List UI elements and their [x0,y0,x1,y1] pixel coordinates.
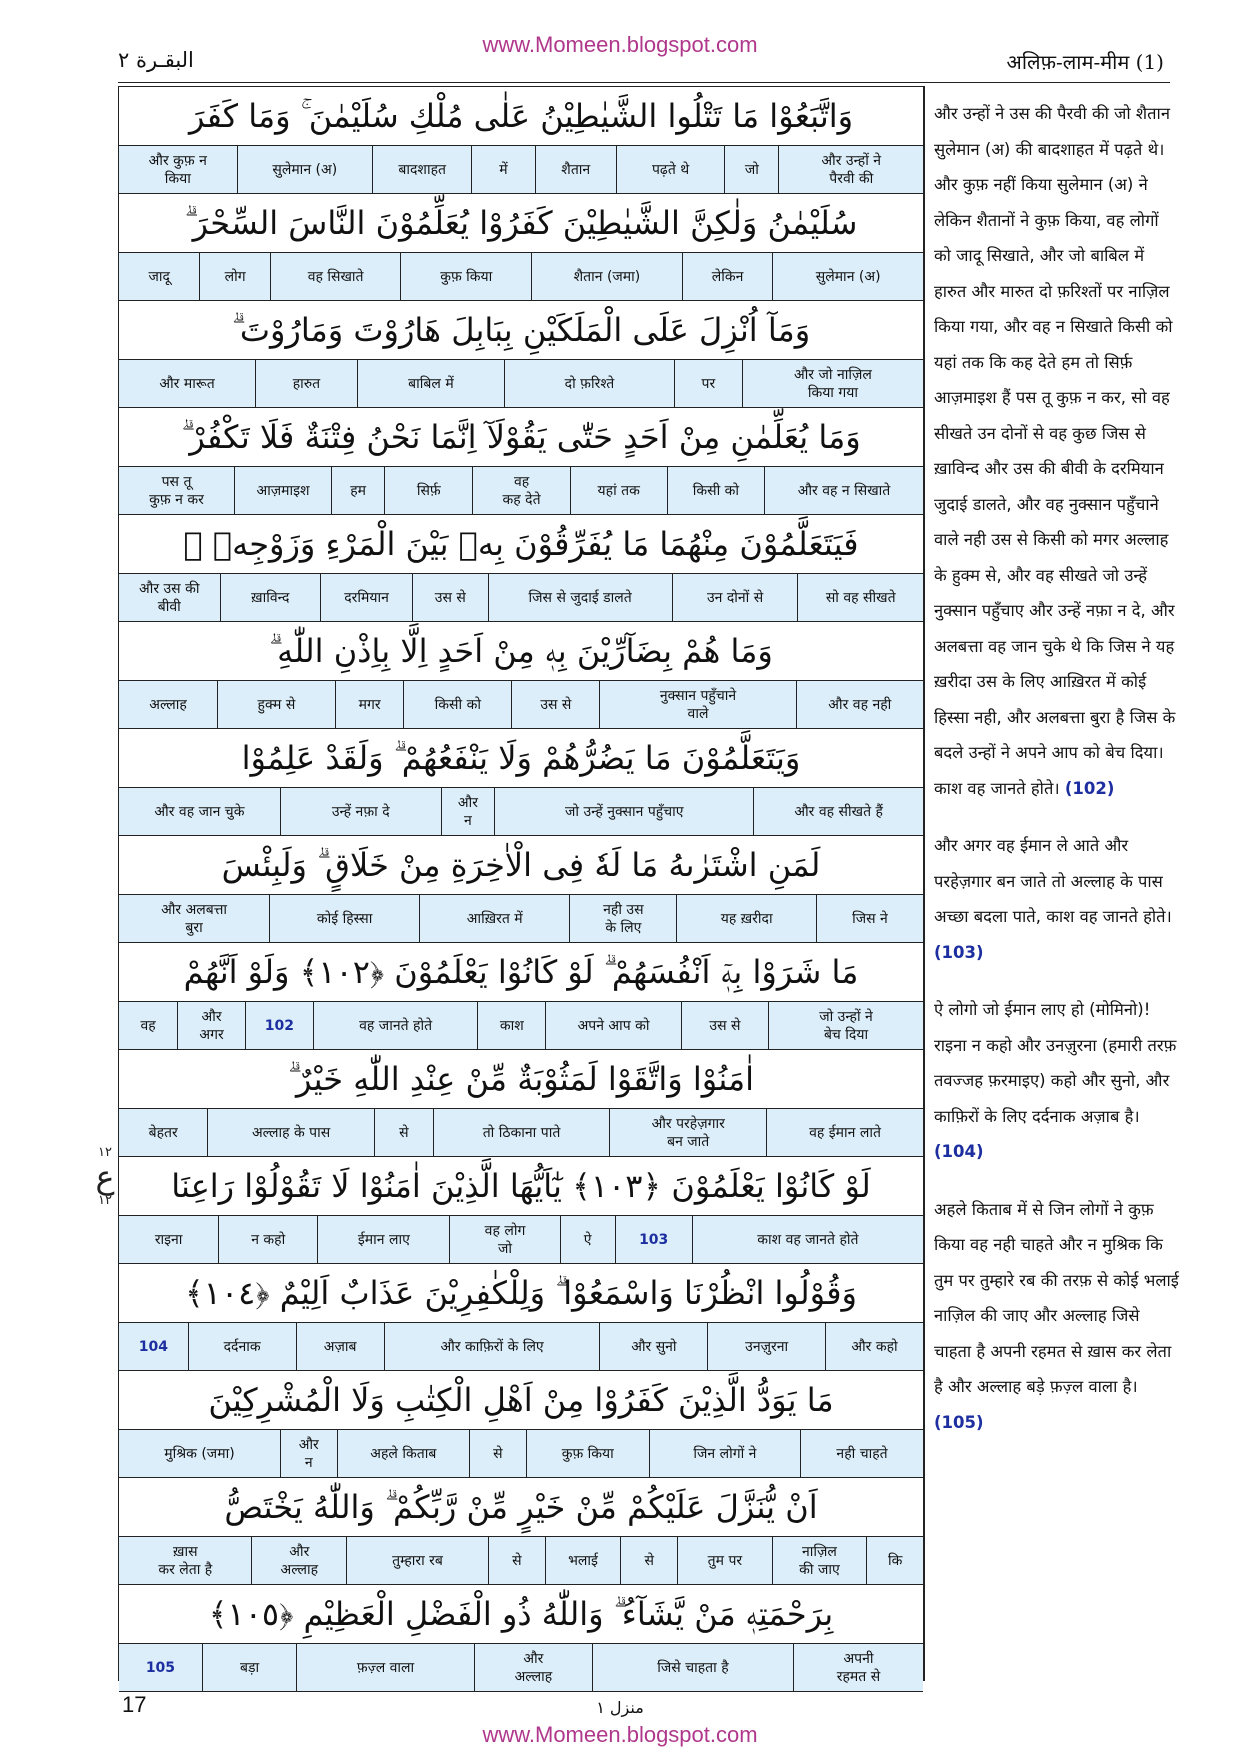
word-meaning-cell: अज़ाब [296,1323,384,1370]
word-meaning-cell: यह ख़रीदा [676,895,815,942]
word-meaning-cell: बड़ा [202,1644,297,1691]
word-meaning-cell: उन्हें नफ़ा दे [280,788,441,835]
word-meaning-cell: पस तू कुफ़ न कर [149,473,204,508]
word-meaning-cell: हम [331,467,384,514]
word-meaning-cell: सिर्फ़ [384,467,472,514]
word-meaning-row [119,1323,923,1371]
arabic-verse-line: لَمَنِ اشْتَرٰىهُ مَا لَهٗ فِى الْاٰخِرَةِ مِنْ خَلَاقٍ ۗ وَلَبِئْسَ [119,836,923,895]
word-meaning-cell: और उस की बीवी [139,580,200,615]
word-meaning-cell: और काफ़िरों के लिए [384,1323,600,1370]
verse-number-cell: 103 [615,1216,692,1263]
ruku-marker [90,1146,120,1208]
verse-number: (102) [1064,778,1115,798]
arabic-verse-line: وَقُوْلُوا انْظُرْنَا وَاسْمَعُوْا ۗ وَلِلْكٰفِرِيْنَ عَذَابٌ اَلِيْمٌ ﴿١٠٤﴾ [119,1264,923,1323]
word-meaning-cell: ऐ [560,1216,615,1263]
word-meaning-row [119,788,923,836]
word-meaning-cell: अपनी रहमत से [793,1644,923,1691]
translation-text: ऐ लोगो जो ईमान लाए हो (मोमिनो)! राइना न कहो और उनज़ुरना (हमारी तरफ़ तवज्जह फ़रमाइए) कहो और सुनो, और काफ़िरों के लिए दर्दनाक अज़ाब है। [934,1000,1177,1126]
word-meaning-cell: से [469,1430,526,1477]
verse-number: (104) [934,1142,984,1161]
word-meaning-cell: वह लोग जो [449,1216,559,1263]
arabic-verse-line: وَاتَّبَعُوْا مَا تَتْلُوا الشَّيٰطِيْنُ عَلٰى مُلْكِ سُلَيْمٰنَ ۚ وَمَا كَفَرَ [119,87,923,146]
word-meaning-cell: और अलबत्ता बुरा [161,901,228,936]
site-url-bottom[interactable]: www.Momeen.blogspot.com [482,1722,758,1747]
arabic-verse-line: وَيَتَعَلَّمُوْنَ مَا يَضُرُّهُمْ وَلَا يَنْفَعُهُمْ ۗ وَلَقَدْ عَلِمُوْا [119,729,923,788]
word-meaning-cell: काश [477,1002,545,1049]
word-meaning-cell: बादशाहत [372,146,471,193]
verse-rows [119,87,923,1692]
word-meaning-cell: नही उस के लिए [569,895,676,942]
word-meaning-cell: वह जानते होते [313,1002,478,1049]
word-meaning-cell: और अल्लाह [474,1644,592,1691]
word-meaning-cell: उन दोनों से [672,574,798,621]
word-meaning-cell: से [620,1537,677,1584]
verse-number-cell: 105 [145,1659,176,1676]
verse-number: (105) [934,1412,984,1432]
word-meaning-cell: आख़िरत में [419,895,569,942]
word-meaning-cell: उस से [511,681,599,728]
word-meaning-cell: उनज़ुरना [707,1323,825,1370]
word-meaning-cell: तुम पर [677,1537,772,1584]
word-meaning-cell: अपने आप को [545,1002,681,1049]
word-meaning-cell: जिसे चाहता है [592,1644,793,1691]
word-meaning-cell: से [374,1109,433,1156]
word-meaning-cell: सो वह सीखते [797,574,923,621]
word-meaning-cell: जिन लोगों ने [649,1430,800,1477]
word-meaning-row [119,1216,923,1264]
arabic-verse-line: مَا شَرَوْا بِهٖٓ اَنْفُسَهُمْ ۗ لَوْ كَانُوْا يَعْلَمُوْنَ ﴿١٠٢﴾ وَلَوْ اَنَّهُمْ [119,943,923,1002]
word-meaning-cell: ईमान लाए [317,1216,449,1263]
word-meaning-cell: अहले किताब [337,1430,469,1477]
word-meaning-cell: में [471,146,534,193]
translation-paragraph [934,992,1180,1170]
word-meaning-cell: यहां तक [570,467,667,514]
word-meaning-cell: वह [140,1017,156,1034]
word-meaning-cell: जिस ने [816,895,923,942]
verse-number-cell: 102 [245,1002,313,1049]
word-meaning-cell: कोई हिस्सा [269,895,419,942]
word-meaning-row [119,1537,923,1585]
word-meaning-cell: सुलेमान (अ) [237,146,373,193]
word-meaning-cell: और वह नही [796,681,923,728]
word-meaning-row [119,253,923,301]
arabic-verse-line: وَمَا هُمْ بِضَآرِّيْنَ بِهٖ مِنْ اَحَدٍ اِلَّا بِاِذْنِ اللّٰهِ ۗ [119,622,923,681]
word-meaning-row [119,1430,923,1478]
translation-paragraph [934,828,1180,970]
word-meaning-cell: सुलेमान (अ) [772,253,923,300]
word-meaning-cell: भलाई [545,1537,621,1584]
word-meaning-cell: शैतान (जमा) [531,253,682,300]
word-meaning-cell: दरमियान [320,574,412,621]
arabic-verse-line: وَمَآ اُنْزِلَ عَلَى الْمَلَكَيْنِ بِبَابِلَ هَارُوْتَ وَمَارُوْتَ ۗ [119,301,923,360]
word-meaning-cell: जिस से जुदाई डालते [488,574,672,621]
word-meaning-cell: और कुफ़ न किया [148,152,207,187]
word-meaning-cell: और जो नाज़िल किया गया [742,360,923,407]
ruku-glyph: ع [95,1158,115,1196]
arabic-verse-line: فَيَتَعَلَّمُوْنَ مِنْهُمَا مَا يُفَرِّقُوْنَ بِهٖ بَيْنَ الْمَرْءِ وَزَوْجِهٖ ۗ [119,515,923,574]
ruku-top-number: ١٢ [98,1145,112,1160]
word-meaning-cell: जो [724,146,778,193]
word-meaning-row [119,360,923,408]
column-divider [924,86,925,1681]
word-meaning-cell: उस से [681,1002,768,1049]
word-meaning-cell: और न [280,1430,337,1477]
translation-paragraph [934,1192,1180,1441]
word-meaning-cell: बाबिल में [357,360,504,407]
word-meaning-cell: न कहो [218,1216,317,1263]
word-meaning-row [119,1109,923,1157]
word-meaning-cell: और अगर [177,1002,245,1049]
word-meaning-row [119,1002,923,1050]
word-by-word-table [118,86,924,1685]
surah-name: البقـرة ٢ [118,48,194,72]
verse-number-cell: 104 [138,1338,168,1355]
arabic-verse-line: وَمَا يُعَلِّمٰنِ مِنْ اَحَدٍ حَتّٰى يَقُوْلَآ اِنَّمَا نَحْنُ فِتْنَةٌ فَلَا تَكْفُرْ ۗ [119,408,923,467]
word-meaning-cell: पढ़ते थे [616,146,724,193]
word-meaning-cell: नही चाहते [800,1430,923,1477]
verse-number: (103) [934,942,984,962]
word-meaning-cell: किसी को [403,681,511,728]
word-meaning-row [119,1644,923,1692]
word-meaning-row [119,467,923,515]
word-meaning-cell: तो ठिकाना पाते [433,1109,609,1156]
word-meaning-cell: फ़ज़्ल वाला [296,1644,473,1691]
word-meaning-cell: वह सिखाते [270,253,401,300]
word-meaning-cell: और वह सीखते हैं [753,788,923,835]
translation-text: और उन्हों ने उस की पैरवी की जो शैतान सुलेमान (अ) की बादशाहत में पढ़ते थे। और कुफ़ नहीं किया सुलेमान (अ) ने लेकिन शैतानों ने कुफ़ किया, वह लोगों को जादू सिखाते, और जो बाबिल में हारुत और मारुत दो फ़रिश्तों पर नाज़िल किया गया, और वह न सिखाते किसी को यहां तक कि कह देते हम तो सिर्फ़ आज़माइश हैं पस तू कुफ़ न कर, सो वह सीखते उन दोनों से वह कुछ जिस से ख़ाविन्द और उस की बीवी के दरमियान जुदाई डालते, और वह नुक्सान पहुँचाने वाले नही उस से किसी को मगर अल्लाह के हुक्म से, और वह सीखते जो उन्हें नुक्सान पहुँचाए और उन्हें नफ़ा न दे, और अलबत्ता वह जान चुके थे कि जिस ने यह ख़रीदा उस के लिए आख़िरत में कोई हिस्सा नही, और अलबत्ता बुरा है जिस के बदले उन्हों ने अपने आप को बेच दिया। काश वह जानते होते। [934,104,1176,798]
word-meaning-cell: हुक्म से [217,681,335,728]
arabic-verse-line: اَنْ يُّنَزَّلَ عَلَيْكُمْ مِّنْ خَيْرٍ مِّنْ رَّبِّكُمْ ۗ وَاللّٰهُ يَخْتَصُّ [119,1478,923,1537]
arabic-verse-line: سُلَيْمٰنُ وَلٰكِنَّ الشَّيٰطِيْنَ كَفَرُوْا يُعَلِّمُوْنَ النَّاسَ السِّحْرَ ۗ [119,194,923,253]
word-meaning-cell: बेहतर [148,1124,178,1141]
word-meaning-cell: जो उन्हों ने बेच दिया [768,1002,923,1049]
word-meaning-cell: हारुत [255,360,357,407]
word-meaning-cell: दर्दनाक [188,1323,296,1370]
translation-text: अहले किताब में से जिन लोगों ने कुफ़ किया वह नही चाहते और न मुश्रिक कि तुम पर तुम्हारे रब की तरफ़ से कोई भलाई नाज़िल की जाए और अल्लाह जिसे चाहता है अपनी रहमत से ख़ास कर लेता है और अल्लाह बड़े फ़ज़्ल वाला है। [934,1199,1179,1396]
word-meaning-cell: नुक्सान पहुँचाने वाले [599,681,795,728]
word-meaning-cell: कुफ़ किया [526,1430,649,1477]
word-meaning-cell: और वह जान चुके [154,803,245,820]
translation-paragraph [934,96,1180,806]
word-meaning-cell: और सुनो [599,1323,707,1370]
word-meaning-cell: और उन्हों ने पैरवी की [778,146,923,193]
word-meaning-cell: और न [441,788,495,835]
word-meaning-cell: और अल्लाह [251,1537,346,1584]
word-meaning-cell: और मारूत [159,375,215,392]
word-meaning-cell: राइना [154,1231,183,1248]
word-meaning-cell: और परहेज़गार बन जाते [609,1109,766,1156]
word-meaning-cell: अल्लाह के पास [207,1109,374,1156]
word-meaning-cell: और वह न सिखाते [764,467,923,514]
manzil-label: منزل ١ [596,1698,644,1717]
word-meaning-cell: तुम्हारा रब [346,1537,488,1584]
word-meaning-row [119,895,923,943]
word-meaning-cell: से [488,1537,545,1584]
word-meaning-cell: ख़ास कर लेता है [158,1543,213,1578]
translation-column [934,96,1180,1440]
word-meaning-cell: जादू [148,268,170,285]
word-meaning-cell: दो फ़रिश्ते [504,360,674,407]
word-meaning-cell: लोग [199,253,269,300]
word-meaning-cell: ख़ाविन्द [220,574,321,621]
word-meaning-cell: आज़माइश [234,467,331,514]
word-meaning-cell: वह ईमान लाते [766,1109,923,1156]
page-number: 17 [122,1692,147,1717]
word-meaning-cell: शैतान [535,146,616,193]
word-meaning-cell: और कहो [825,1323,923,1370]
word-meaning-cell: किसी को [667,467,764,514]
translation-text: और अगर वह ईमान ले आते और परहेज़गार बन जाते तो अल्लाह के पास अच्छा बदला पाते, काश वह जानते होते। [934,836,1172,926]
arabic-verse-line: بِرَحْمَتِهٖ مَنْ يَّشَآءُ ۗ وَاللّٰهُ ذُو الْفَضْلِ الْعَظِيْمِ ﴿١٠٥﴾ [119,1585,923,1644]
word-meaning-row [119,681,923,729]
word-meaning-cell: उस से [412,574,487,621]
word-meaning-cell: कुफ़ किया [400,253,531,300]
word-meaning-cell: काश वह जानते होते [692,1216,923,1263]
arabic-verse-line: اٰمَنُوْا وَاتَّقَوْا لَمَثُوْبَةٌ مِّنْ عِنْدِ اللّٰهِ خَيْرٌ ۗ [119,1050,923,1109]
word-meaning-row [119,146,923,194]
word-meaning-cell: जो उन्हें नुक्सान पहुँचाए [494,788,753,835]
word-meaning-cell: कि [866,1537,923,1584]
site-url-top[interactable]: www.Momeen.blogspot.com [482,32,758,57]
word-meaning-cell: पर [674,360,742,407]
word-meaning-cell: अल्लाह [149,696,187,713]
word-meaning-row [119,574,923,622]
juz-title: अलिफ़-लाम-मीम (1) [1006,50,1164,74]
arabic-verse-line: مَا يَوَدُّ الَّذِيْنَ كَفَرُوْا مِنْ اَهْلِ الْكِتٰبِ وَلَا الْمُشْرِكِيْنَ [119,1371,923,1430]
word-meaning-cell: लेकिन [682,253,772,300]
word-meaning-cell: वह कह देते [472,467,569,514]
word-meaning-cell: मुश्रिक (जमा) [164,1445,235,1462]
header-rule [118,82,1170,83]
word-meaning-cell: नाज़िल की जाए [772,1537,867,1584]
arabic-verse-line: لَوْ كَانُوْا يَعْلَمُوْنَ ﴿١٠٣﴾ يٰٓاَيُّهَا الَّذِيْنَ اٰمَنُوْا لَا تَقُوْلُوْا رَاعِنَا [119,1157,923,1216]
word-meaning-cell: मगर [335,681,404,728]
ruku-bottom-number: ١٢ [98,1193,112,1208]
